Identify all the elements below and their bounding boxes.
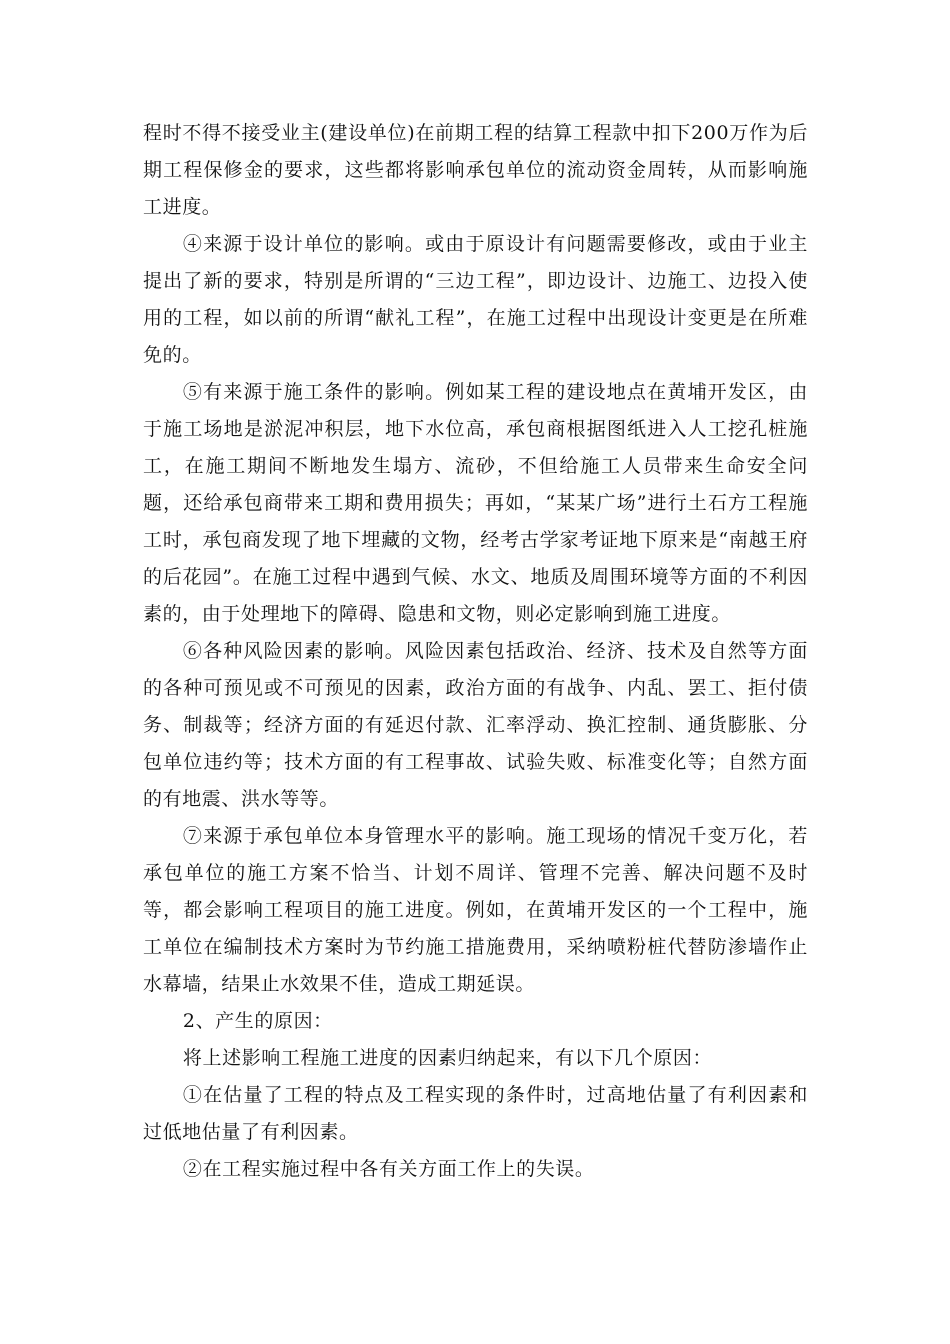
paragraph-cause-2: ②在工程实施过程中各有关方面工作上的失误。: [182, 1158, 595, 1180]
paragraph-continuation: 程时不得不接受业主(建设单位)在前期工程的结算工程款中扣下200万作为后期工程保修金的要求，这些都将影响承包单位的流动资金周转，从而影响施工进度。: [143, 122, 808, 218]
section-heading-causes: 2、产生的原因：: [182, 1010, 333, 1032]
paragraph-risk-factors: ⑥各种风险因素的影响。风险因素包括政治、经济、技术及自然等方面的各种可预见或不可预见的因素，政治方面的有战争、内乱、罢工、拒付债务、制裁等；经济方面的有延迟付款、汇率浮动、换汇控制、通货膨胀、分包单位违约等；技术方面的有工程事故、试验失败、标准变化等；自然方面的有地震、洪水等等。: [143, 640, 808, 810]
paragraph-design-unit: ④来源于设计单位的影响。或由于原设计有问题需要修改，或由于业主提出了新的要求，特别是所谓的“三边工程”，即边设计、边施工、边投入使用的工程，如以前的所谓“献礼工程”，在施工过程中出现设计变更是在所难免的。: [143, 233, 808, 366]
paragraph-cause-1: ①在估量了工程的特点及工程实现的条件时，过高地估量了有利因素和过低地估量了有利因素。: [143, 1084, 808, 1143]
paragraph-construction-conditions: ⑤有来源于施工条件的影响。例如某工程的建设地点在黄埔开发区，由于施工场地是淤泥冲积层，地下水位高，承包商根据图纸进入人工挖孔桩施工，在施工期间不断地发生塌方、流砂，不但给施工人员带来生命安全问题，还给承包商带来工期和费用损失；再如，“某某广场”进行土石方工程施工时，承包商发现了地下埋藏的文物，经考古学家考证地下原来是“南越王府的后花园”。在施工过程中遇到气候、水文、地质及周围环境等方面的不利因素的，由于处理地下的障碍、隐患和文物，则必定影响到施工进度。: [143, 381, 808, 625]
paragraph-contractor-management: ⑦来源于承包单位本身管理水平的影响。施工现场的情况千变万化，若承包单位的施工方案不恰当、计划不周详、管理不完善、解决问题不及时等，都会影响工程项目的施工进度。例如，在黄埔开发区的一个工程中，施工单位在编制技术方案时为节约施工措施费用，采纳喷粉桩代替防渗墙作止水幕墙，结果止水效果不佳，造成工期延误。: [143, 825, 808, 995]
document-body: [143, 115, 808, 1188]
paragraph-causes-intro: 将上述影响工程施工进度的因素归纳起来，有以下几个原因：: [182, 1047, 713, 1069]
